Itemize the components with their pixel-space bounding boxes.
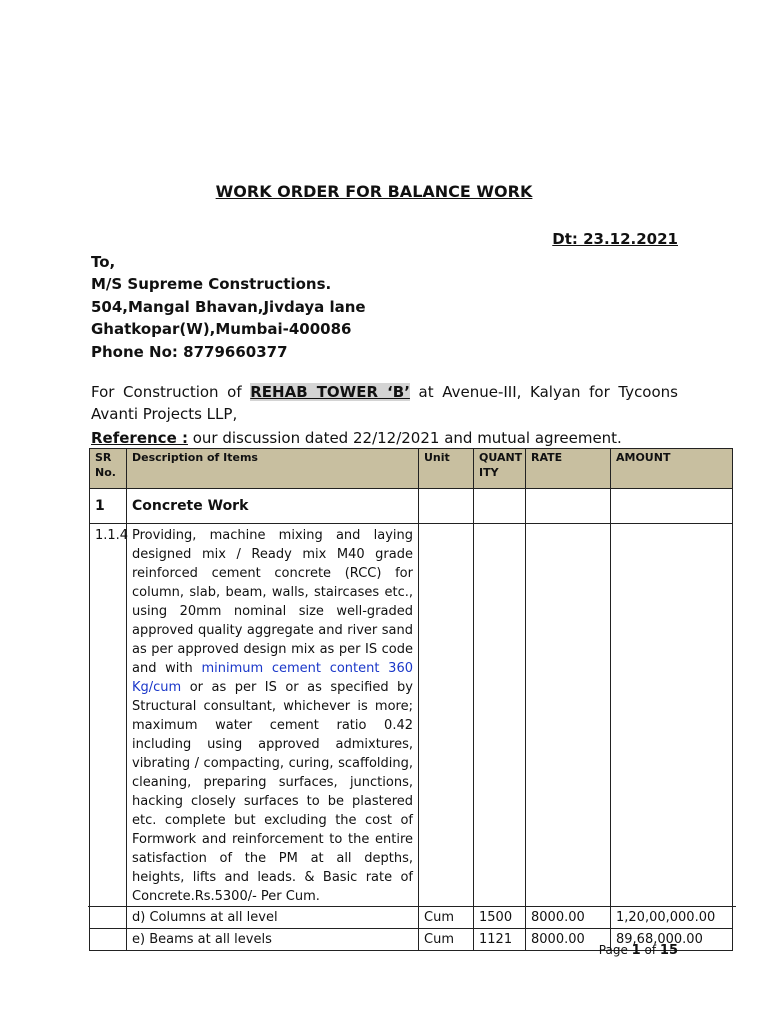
address-to: To, [91, 253, 116, 271]
row-amount: 89,68,000.00 [611, 929, 733, 951]
header-amount: AMOUNT [611, 449, 733, 489]
address-company: M/S Supreme Constructions. [91, 275, 332, 294]
reference-line [91, 427, 691, 449]
footer-total-pages: 15 [659, 943, 678, 958]
footer-of: of [640, 943, 660, 957]
reference-text: our discussion dated 22/12/2021 and mutual agreement. [187, 429, 622, 447]
item-description-row [90, 524, 733, 907]
reference-label: Reference : [91, 429, 188, 447]
page-footer [599, 943, 678, 958]
intro-suffix: at Avenue-III, Kalyan for Tycoons Avanti Projects LLP, [91, 383, 678, 424]
project-name: REHAB TOWER ‘B’ [250, 383, 410, 401]
row-quantity: 1500 [474, 907, 526, 929]
section-title: Concrete Work [127, 489, 419, 524]
row-unit: Cum [419, 907, 474, 929]
row-rate: 8000.00 [526, 907, 611, 929]
item-sr: 1.1.4 [90, 524, 127, 907]
row-quantity: 1121 [474, 929, 526, 951]
intro-paragraph [91, 381, 678, 426]
table-header-row [90, 449, 733, 489]
address-line2: Ghatkopar(W),Mumbai-400086 [91, 320, 352, 339]
work-items-table [89, 448, 733, 951]
table-row [90, 907, 733, 929]
item-desc-part2: or as per IS or as specified by Structural consultant, whichever is more; maximum water cement ratio 0.42 including using approved admixtures, vibrating / compacting, curing, scaffolding, cleaning, preparing surfaces, junctions, hacking closely surfaces to be plastered etc. complete but excluding the cost of Formwork and reinforcement to the entire satisfaction of the PM at all depths, heights, lifts and leads. & Basic rate of Concrete.Rs.5300/- Per Cum. [132, 680, 413, 904]
item-description [127, 524, 419, 907]
section-row [90, 489, 733, 524]
header-rate: RATE [526, 449, 611, 489]
address-line1: 504,Mangal Bhavan,Jivdaya lane [91, 297, 366, 316]
document-title: WORK ORDER FOR BALANCE WORK [215, 182, 533, 201]
row-description: e) Beams at all levels [127, 929, 419, 951]
footer-page-number: 1 [631, 943, 641, 958]
item-desc-part1: Providing, machine mixing and laying designed mix / Ready mix M40 grade reinforced cement concrete (RCC) for column, slab, beam, walls, staircases etc., using 20mm nominal size well-graded approved quality aggregate and river sand as per approved design mix as per IS code and with [132, 528, 413, 676]
address-phone: Phone No: 8779660377 [91, 342, 288, 361]
intro-prefix: For Construction of [91, 383, 251, 401]
row-unit: Cum [419, 929, 474, 951]
row-amount: 1,20,00,000.00 [611, 907, 733, 929]
row-description: d) Columns at all level [127, 907, 419, 929]
footer-page-label: Page [598, 943, 632, 957]
order-date: Dt: 23.12.2021 [552, 230, 678, 248]
header-description: Description of Items [127, 449, 419, 489]
header-unit: Unit [419, 449, 474, 489]
section-sr: 1 [90, 489, 127, 524]
header-quantity: QUANT ITY [474, 449, 526, 489]
item-desc-highlight: minimum cement content 360 Kg/cum [132, 661, 413, 695]
address-block [91, 251, 681, 363]
page-divider-line [88, 906, 736, 907]
header-sr: SR No. [90, 449, 127, 489]
row-rate: 8000.00 [526, 929, 611, 951]
